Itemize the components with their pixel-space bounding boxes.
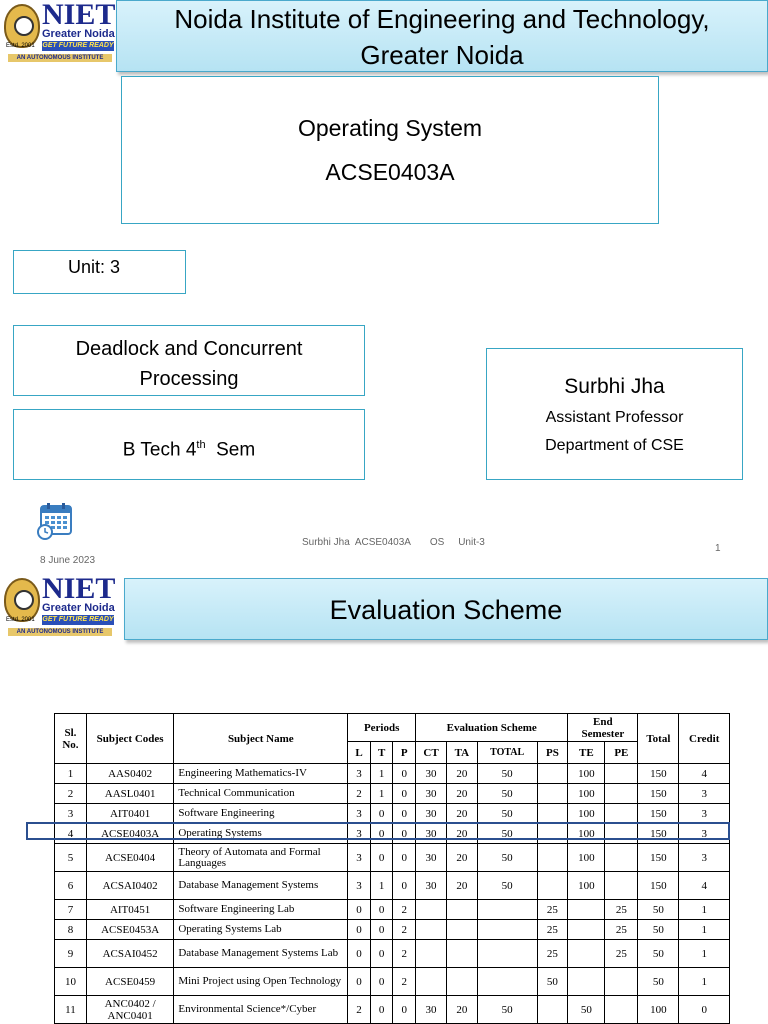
cell-ta: 20 [446, 824, 477, 844]
logo-estd: Estd. 2001 [6, 43, 35, 49]
cell-credit: 0 [679, 996, 730, 1024]
cell-l: 3 [348, 872, 371, 900]
cell-code: AASL0401 [86, 784, 173, 804]
cell-total: 50 [638, 920, 679, 940]
header-pe: PE [605, 742, 638, 764]
logo-tagline: GET FUTURE READY [42, 616, 114, 623]
cell-name: Operating Systems Lab [174, 920, 348, 940]
header-ta: TA [446, 742, 477, 764]
cell-credit: 3 [679, 784, 730, 804]
cell-p: 2 [393, 968, 416, 996]
cell-total-e: 50 [477, 784, 537, 804]
cell-name: Database Management Systems Lab [174, 940, 348, 968]
cell-t: 0 [370, 844, 393, 872]
cell-te [568, 968, 605, 996]
cell-p: 0 [393, 764, 416, 784]
logo-city: Greater Noida [42, 602, 115, 614]
cell-name: Mini Project using Open Technology [174, 968, 348, 996]
cell-total: 150 [638, 784, 679, 804]
cell-total-e [477, 940, 537, 968]
cell-pe: 25 [605, 920, 638, 940]
cell-sl: 5 [55, 844, 87, 872]
cell-pe: 25 [605, 940, 638, 968]
course-title: Operating System [297, 115, 483, 141]
cell-t: 1 [370, 872, 393, 900]
cell-total: 150 [638, 764, 679, 784]
cell-ps: 25 [537, 920, 568, 940]
cell-te: 100 [568, 824, 605, 844]
cell-name: Engineering Mathematics-IV [174, 764, 348, 784]
cell-t: 1 [370, 764, 393, 784]
cell-p: 0 [393, 996, 416, 1024]
cell-p: 0 [393, 844, 416, 872]
header-te: TE [568, 742, 605, 764]
evaluation-table [54, 713, 730, 1024]
course-box [121, 76, 659, 224]
unit-label: Unit: 3 [68, 257, 121, 277]
evaluation-title: Evaluation Scheme [329, 595, 563, 625]
cell-ct: 30 [416, 824, 447, 844]
footer-center: Surbhi Jha ACSE0403A OS Unit-3 [302, 537, 485, 548]
table-row [55, 764, 730, 784]
header-line-1: Noida Institute of Engineering and Technology, [174, 4, 710, 34]
cell-code: ACSE0403A [86, 824, 173, 844]
cell-ta: 20 [446, 804, 477, 824]
header-credit: Credit [679, 714, 730, 764]
cell-l: 2 [348, 996, 371, 1024]
cell-te [568, 900, 605, 920]
table-row [55, 900, 730, 920]
table-row [55, 824, 730, 844]
topic-line-1: Deadlock and Concurrent [75, 338, 303, 360]
cell-sl: 10 [55, 968, 87, 996]
cell-te [568, 940, 605, 968]
topic-box [13, 325, 365, 396]
cell-ta: 20 [446, 764, 477, 784]
cell-name: Technical Communication [174, 784, 348, 804]
cell-ct: 30 [416, 872, 447, 900]
niet-logo [4, 0, 116, 62]
cell-credit: 1 [679, 968, 730, 996]
cell-pe [605, 844, 638, 872]
cell-te: 100 [568, 844, 605, 872]
cell-name: Operating Systems [174, 824, 348, 844]
cell-credit: 4 [679, 872, 730, 900]
cell-total-e: 50 [477, 804, 537, 824]
cell-l: 3 [348, 844, 371, 872]
cell-credit: 4 [679, 764, 730, 784]
cell-code: ACSE0404 [86, 844, 173, 872]
cell-sl: 3 [55, 804, 87, 824]
cell-ps [537, 764, 568, 784]
cell-total: 150 [638, 872, 679, 900]
cell-code: AIT0401 [86, 804, 173, 824]
semester-sup: th [196, 439, 206, 451]
course-code: ACSE0403A [325, 159, 455, 185]
cell-total: 150 [638, 824, 679, 844]
cell-t: 0 [370, 968, 393, 996]
cell-te: 100 [568, 784, 605, 804]
logo-brand: NIET [42, 0, 116, 31]
header-sl-no: Sl. No. [55, 714, 87, 764]
header-p: P [393, 742, 416, 764]
cell-sl: 7 [55, 900, 87, 920]
cell-ct: 30 [416, 844, 447, 872]
cell-total: 50 [638, 940, 679, 968]
cell-t: 0 [370, 900, 393, 920]
cell-name: Environmental Science*/Cyber [174, 996, 348, 1024]
cell-credit: 1 [679, 920, 730, 940]
cell-l: 3 [348, 804, 371, 824]
cell-pe [605, 968, 638, 996]
cell-pe [605, 804, 638, 824]
cell-name: Software Engineering [174, 804, 348, 824]
cell-total: 50 [638, 900, 679, 920]
cell-ct [416, 900, 447, 920]
cell-p: 2 [393, 900, 416, 920]
cell-sl: 1 [55, 764, 87, 784]
header-t: T [370, 742, 393, 764]
cell-t: 0 [370, 824, 393, 844]
cell-code: AIT0451 [86, 900, 173, 920]
cell-ta [446, 968, 477, 996]
semester-suffix: Sem [205, 439, 256, 461]
cell-ta: 20 [446, 784, 477, 804]
cell-total-e: 50 [477, 844, 537, 872]
cell-p: 2 [393, 940, 416, 968]
topic-line-2: Processing [139, 368, 239, 390]
institute-header [116, 0, 768, 72]
cell-total-e [477, 920, 537, 940]
cell-credit: 3 [679, 824, 730, 844]
cell-code: ACSE0459 [86, 968, 173, 996]
cell-sl: 6 [55, 872, 87, 900]
cell-t: 0 [370, 920, 393, 940]
cell-t: 0 [370, 940, 393, 968]
cell-ct: 30 [416, 804, 447, 824]
cell-total-e [477, 968, 537, 996]
cell-te: 50 [568, 996, 605, 1024]
cell-l: 0 [348, 940, 371, 968]
cell-ps: 50 [537, 968, 568, 996]
calendar-icon [36, 502, 76, 540]
faculty-name: Surbhi Jha [564, 375, 665, 398]
logo-estd: Estd. 2001 [6, 617, 35, 623]
logo-city: Greater Noida [42, 28, 115, 40]
cell-sl: 2 [55, 784, 87, 804]
cell-total-e [477, 900, 537, 920]
cell-name: Software Engineering Lab [174, 900, 348, 920]
cell-ct: 30 [416, 996, 447, 1024]
cell-l: 3 [348, 764, 371, 784]
cell-l: 0 [348, 968, 371, 996]
cell-p: 0 [393, 872, 416, 900]
header-evaluation-scheme: Evaluation Scheme [416, 714, 568, 742]
cell-total: 100 [638, 996, 679, 1024]
table-row [55, 844, 730, 872]
cell-t: 0 [370, 996, 393, 1024]
cell-ct: 30 [416, 764, 447, 784]
cell-t: 0 [370, 804, 393, 824]
cell-total: 150 [638, 844, 679, 872]
cell-ta: 20 [446, 844, 477, 872]
cell-code: AAS0402 [86, 764, 173, 784]
cell-sl: 4 [55, 824, 87, 844]
cell-ps: 25 [537, 940, 568, 968]
unit-box [13, 250, 186, 294]
table-row [55, 804, 730, 824]
header-total-eval: TOTAL [477, 742, 537, 764]
cell-code: ACSAI0452 [86, 940, 173, 968]
cell-l: 2 [348, 784, 371, 804]
cell-code: ACSAI0402 [86, 872, 173, 900]
cell-ta: 20 [446, 872, 477, 900]
cell-pe [605, 764, 638, 784]
cell-code: ACSE0453A [86, 920, 173, 940]
cell-ps [537, 872, 568, 900]
cell-ct [416, 940, 447, 968]
cell-credit: 1 [679, 940, 730, 968]
cell-total-e: 50 [477, 996, 537, 1024]
header-end-semester: End Semester [568, 714, 638, 742]
table-row [55, 968, 730, 996]
faculty-box [486, 348, 743, 480]
cell-total: 150 [638, 804, 679, 824]
header-total: Total [638, 714, 679, 764]
cell-sl: 8 [55, 920, 87, 940]
cell-total-e: 50 [477, 764, 537, 784]
cell-sl: 9 [55, 940, 87, 968]
header-ct: CT [416, 742, 447, 764]
table-row [55, 920, 730, 940]
cell-credit: 3 [679, 804, 730, 824]
cell-credit: 3 [679, 844, 730, 872]
cell-ps [537, 804, 568, 824]
cell-ps [537, 784, 568, 804]
cell-name: Database Management Systems [174, 872, 348, 900]
cell-ct [416, 920, 447, 940]
cell-te: 100 [568, 804, 605, 824]
cell-p: 0 [393, 824, 416, 844]
institute-emblem-icon [4, 4, 40, 48]
cell-ta [446, 940, 477, 968]
cell-code: ANC0402 / ANC0401 [86, 996, 173, 1024]
semester-prefix: B Tech 4 [122, 439, 197, 461]
cell-p: 0 [393, 784, 416, 804]
cell-total-e: 50 [477, 872, 537, 900]
table-row [55, 996, 730, 1024]
cell-l: 0 [348, 900, 371, 920]
header-subject-codes: Subject Codes [86, 714, 173, 764]
cell-ta [446, 920, 477, 940]
cell-ps: 25 [537, 900, 568, 920]
logo-brand: NIET [42, 572, 116, 605]
header-ps: PS [537, 742, 568, 764]
niet-logo [4, 574, 116, 636]
evaluation-title-bar [124, 578, 768, 640]
semester-box [13, 409, 365, 480]
cell-te [568, 920, 605, 940]
cell-pe [605, 872, 638, 900]
cell-pe [605, 784, 638, 804]
faculty-role: Assistant Professor [545, 409, 684, 426]
cell-p: 0 [393, 804, 416, 824]
cell-l: 3 [348, 824, 371, 844]
cell-pe [605, 824, 638, 844]
cell-t: 1 [370, 784, 393, 804]
cell-l: 0 [348, 920, 371, 940]
table-header-row [55, 714, 730, 742]
cell-sl: 11 [55, 996, 87, 1024]
table-row [55, 872, 730, 900]
table-row [55, 940, 730, 968]
table-row [55, 784, 730, 804]
cell-ct [416, 968, 447, 996]
logo-tagline: GET FUTURE READY [42, 42, 114, 49]
header-periods: Periods [348, 714, 416, 742]
cell-name: Theory of Automata and Formal Languages [174, 844, 348, 872]
header-subject-name: Subject Name [174, 714, 348, 764]
cell-ta [446, 900, 477, 920]
header-l: L [348, 742, 371, 764]
cell-pe [605, 996, 638, 1024]
cell-ps [537, 844, 568, 872]
cell-ct: 30 [416, 784, 447, 804]
cell-pe: 25 [605, 900, 638, 920]
cell-ta: 20 [446, 996, 477, 1024]
cell-total-e: 50 [477, 824, 537, 844]
logo-autonomous: AN AUTONOMOUS INSTITUTE [8, 54, 112, 62]
evaluation-slide [0, 572, 768, 1024]
footer-date: 8 June 2023 [40, 555, 96, 566]
cell-credit: 1 [679, 900, 730, 920]
faculty-dept: Department of CSE [545, 437, 684, 454]
cell-p: 2 [393, 920, 416, 940]
institute-emblem-icon [4, 578, 40, 622]
cell-total: 50 [638, 968, 679, 996]
logo-autonomous: AN AUTONOMOUS INSTITUTE [8, 628, 112, 636]
cell-ps [537, 996, 568, 1024]
header-line-2: Greater Noida [360, 40, 524, 70]
footer-page-number: 1 [715, 543, 721, 554]
cell-ps [537, 824, 568, 844]
cell-te: 100 [568, 764, 605, 784]
cell-te: 100 [568, 872, 605, 900]
